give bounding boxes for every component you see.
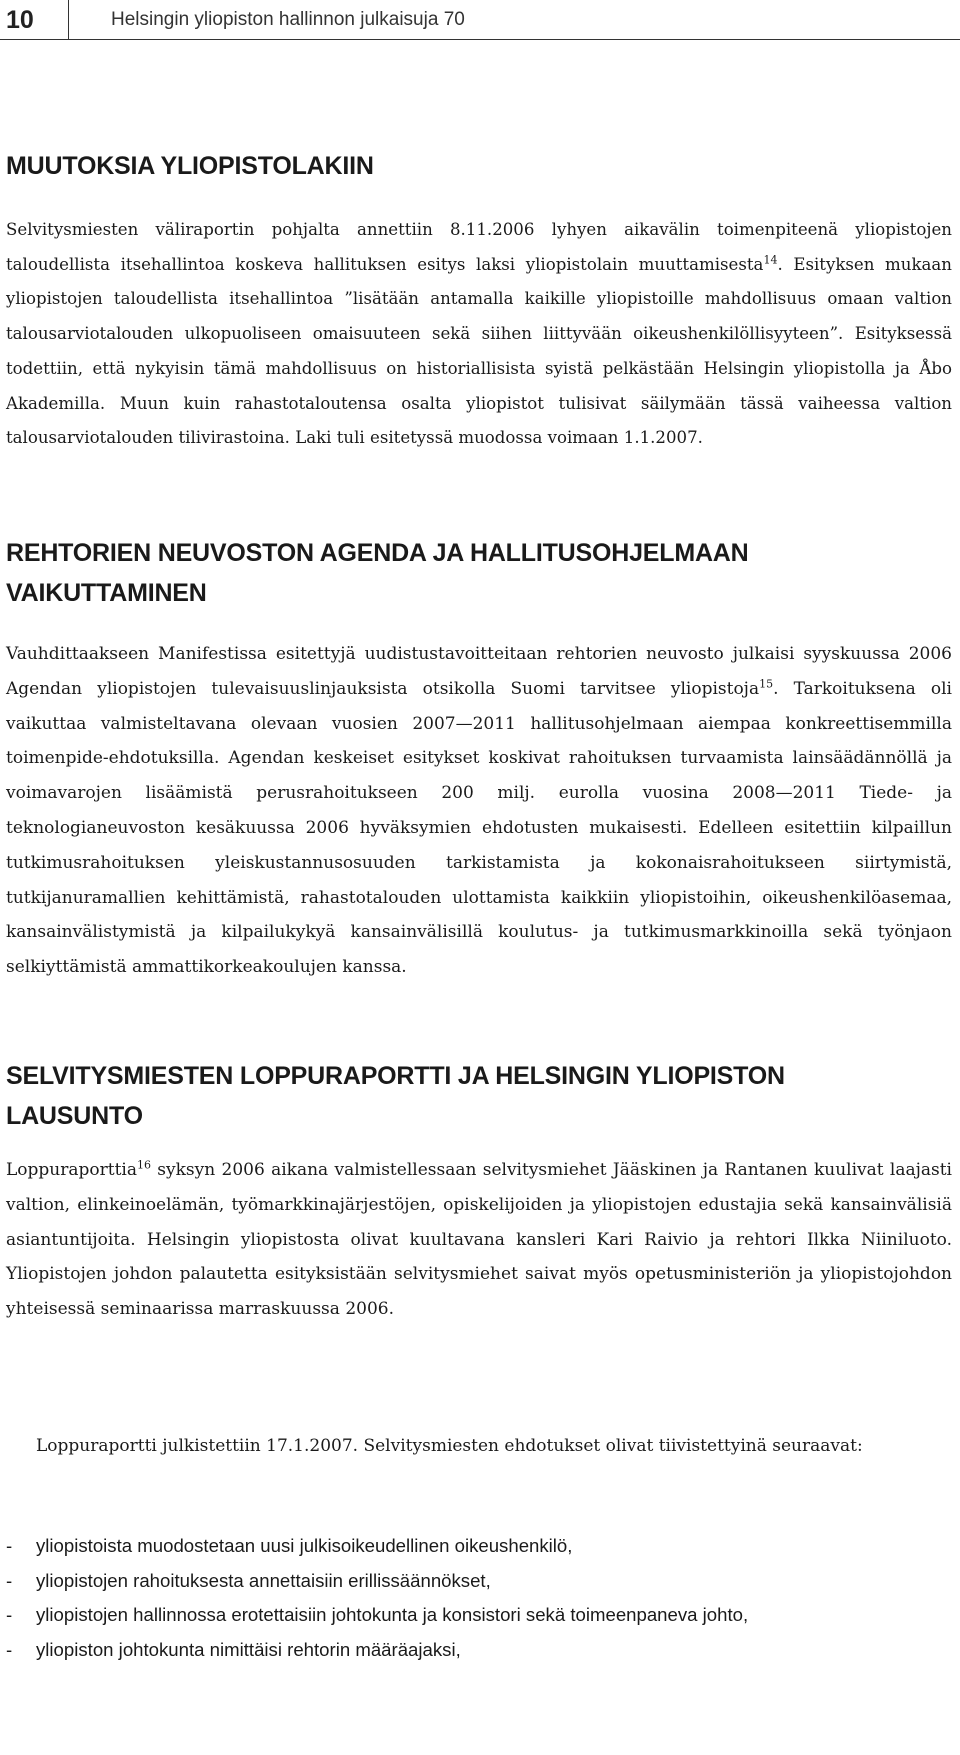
list-item: - yliopistojen rahoituksesta annettaisiin erillissäännökset, [6,1564,952,1599]
list-item: - yliopistojen hallinnossa erotettaisiin johtokunta ja konsistori sekä toimeenpaneva johto, [6,1598,952,1633]
publication-title: Helsingin yliopiston hallinnon julkaisuja 70 [111,9,465,30]
footnote-ref-15[interactable]: 15 [759,677,774,691]
paragraph-loppuraportti-2: Loppuraportti julkistettiin 17.1.2007. Selvitysmiesten ehdotukset olivat tiivistettyinä seuraavat: [36,1436,863,1456]
paragraph-muutoksia [6,213,952,456]
page-number: 10 [6,6,34,34]
paragraph-rehtorien [6,637,952,985]
page-header [0,0,960,40]
paragraph-text: Vauhdittaakseen Manifestissa esitettyjä uudistustavoitteitaan rehtorien neuvosto julkaisi syyskuussa 2006 Agendan yliopistojen tulevaisuuslinjauksista otsikolla Suomi tarvitsee yliopistoja [6,644,952,699]
paragraph-text: . Tarkoituksena oli vaikuttaa valmisteltavana olevaan vuosien 2007—2011 hallitusohjelmaan aiempaa konkreettisemmilla toimenpide-ehdotuksilla. Agendan keskeiset esitykset koskivat rahoituksen turvaamista lainsäädännöllä ja voimavarojen lisäämistä perusrahoitukseen 200 milj. eurolla vuosina 2008—2011 Tiede- ja teknologianeuvoston kesäkuussa 2006 hyväksymien ehdotusten mukaisesti. Edelleen esitettiin kilpaillun tutkimusrahoituksen yleiskustannusosuuden tarkistamista ja kokonaisrahoitukseen siirtymistä, tutkijanuramallien kehittämistä, rahastotalouden ulottamista kaikkiin yliopistoihin, oikeushenkilöasemaa, kansainvälistymistä ja kilpailukykyä kansainvälisillä koulutus- ja tutkimusmarkkinoilla sekä työnjaon selkiyttämistä ammattikorkeakoulujen kanssa. [6,678,952,978]
list-item: - yliopiston johtokunta nimittäisi rehtorin määräajaksi, [6,1633,952,1668]
list-dash: - [6,1604,13,1625]
section-heading-selvitysmiesten: SELVITYSMIESTEN LOPPURAPORTTI JA HELSINGIN YLIOPISTON LAUSUNTO [6,1062,785,1130]
paragraph-text: Selvitysmiesten väliraportin pohjalta annettiin 8.11.2006 lyhyen aikavälin toimenpiteenä yliopistojen taloudellista itsehallintoa koskeva hallituksen esitys laksi yliopistolain muuttamisesta [6,220,952,274]
section-heading-muutoksia: MUUTOKSIA YLIOPISTOLAKIIN [6,152,374,180]
paragraph-text: . Esityksen mukaan yliopistojen taloudellista itsehallintoa ”lisätään antamalla kaikille yliopistoille mahdollisuus omaan valtion talousarviotalouden ulkopuoliseen omaisuuteen sekä siihen liittyvään oikeushenkilöllisyyteen”. Esityksessä todettiin, että nykyisin tämä mahdollisuus on historiallisista syistä pelkästään Helsingin yliopistolla ja Åbo Akademilla. Muun kuin rahastotaloutensa osalta yliopistot tulisivat säilymään tässä vaiheessa valtion talousarviotalouden tilivirastoina. Laki tuli esitetyssä muodossa voimaan 1.1.2007. [6,254,952,448]
header-divider [68,0,69,40]
list-dash: - [6,1638,13,1660]
proposal-list [6,1529,952,1667]
section-heading-rehtorien: REHTORIEN NEUVOSTON AGENDA JA HALLITUSOHJELMAAN VAIKUTTAMINEN [6,539,749,607]
paragraph-loppuraportti-1 [6,1153,952,1327]
list-dash: - [6,1569,13,1591]
paragraph-text: Loppuraporttia [6,1160,137,1180]
footnote-ref-14[interactable]: 14 [763,253,778,267]
paragraph-text: syksyn 2006 aikana valmistellessaan selvitysmiehet Jääskinen ja Rantanen kuulivat laajasti valtion, elinkeinoelämän, työmarkkinajärjestöjen, opiskelijoiden ja yliopistojen edustajia sekä kansainvälisiä asiantuntijoita. Helsingin yliopistosta olivat kuultavana kansleri Kari Raivio ja rehtori Ilkka Niiniluoto. Yliopistojen johdon palautetta esityksistään selvitysmiehet saivat myös opetusministeriön ja yliopistojohdon yhteisessä seminaarissa marraskuussa 2006. [6,1160,952,1320]
list-item: - yliopistoista muodostetaan uusi julkisoikeudellinen oikeushenkilö, [6,1529,952,1564]
header-rule [0,39,960,40]
list-dash: - [6,1535,13,1556]
footnote-ref-16[interactable]: 16 [136,1158,151,1172]
